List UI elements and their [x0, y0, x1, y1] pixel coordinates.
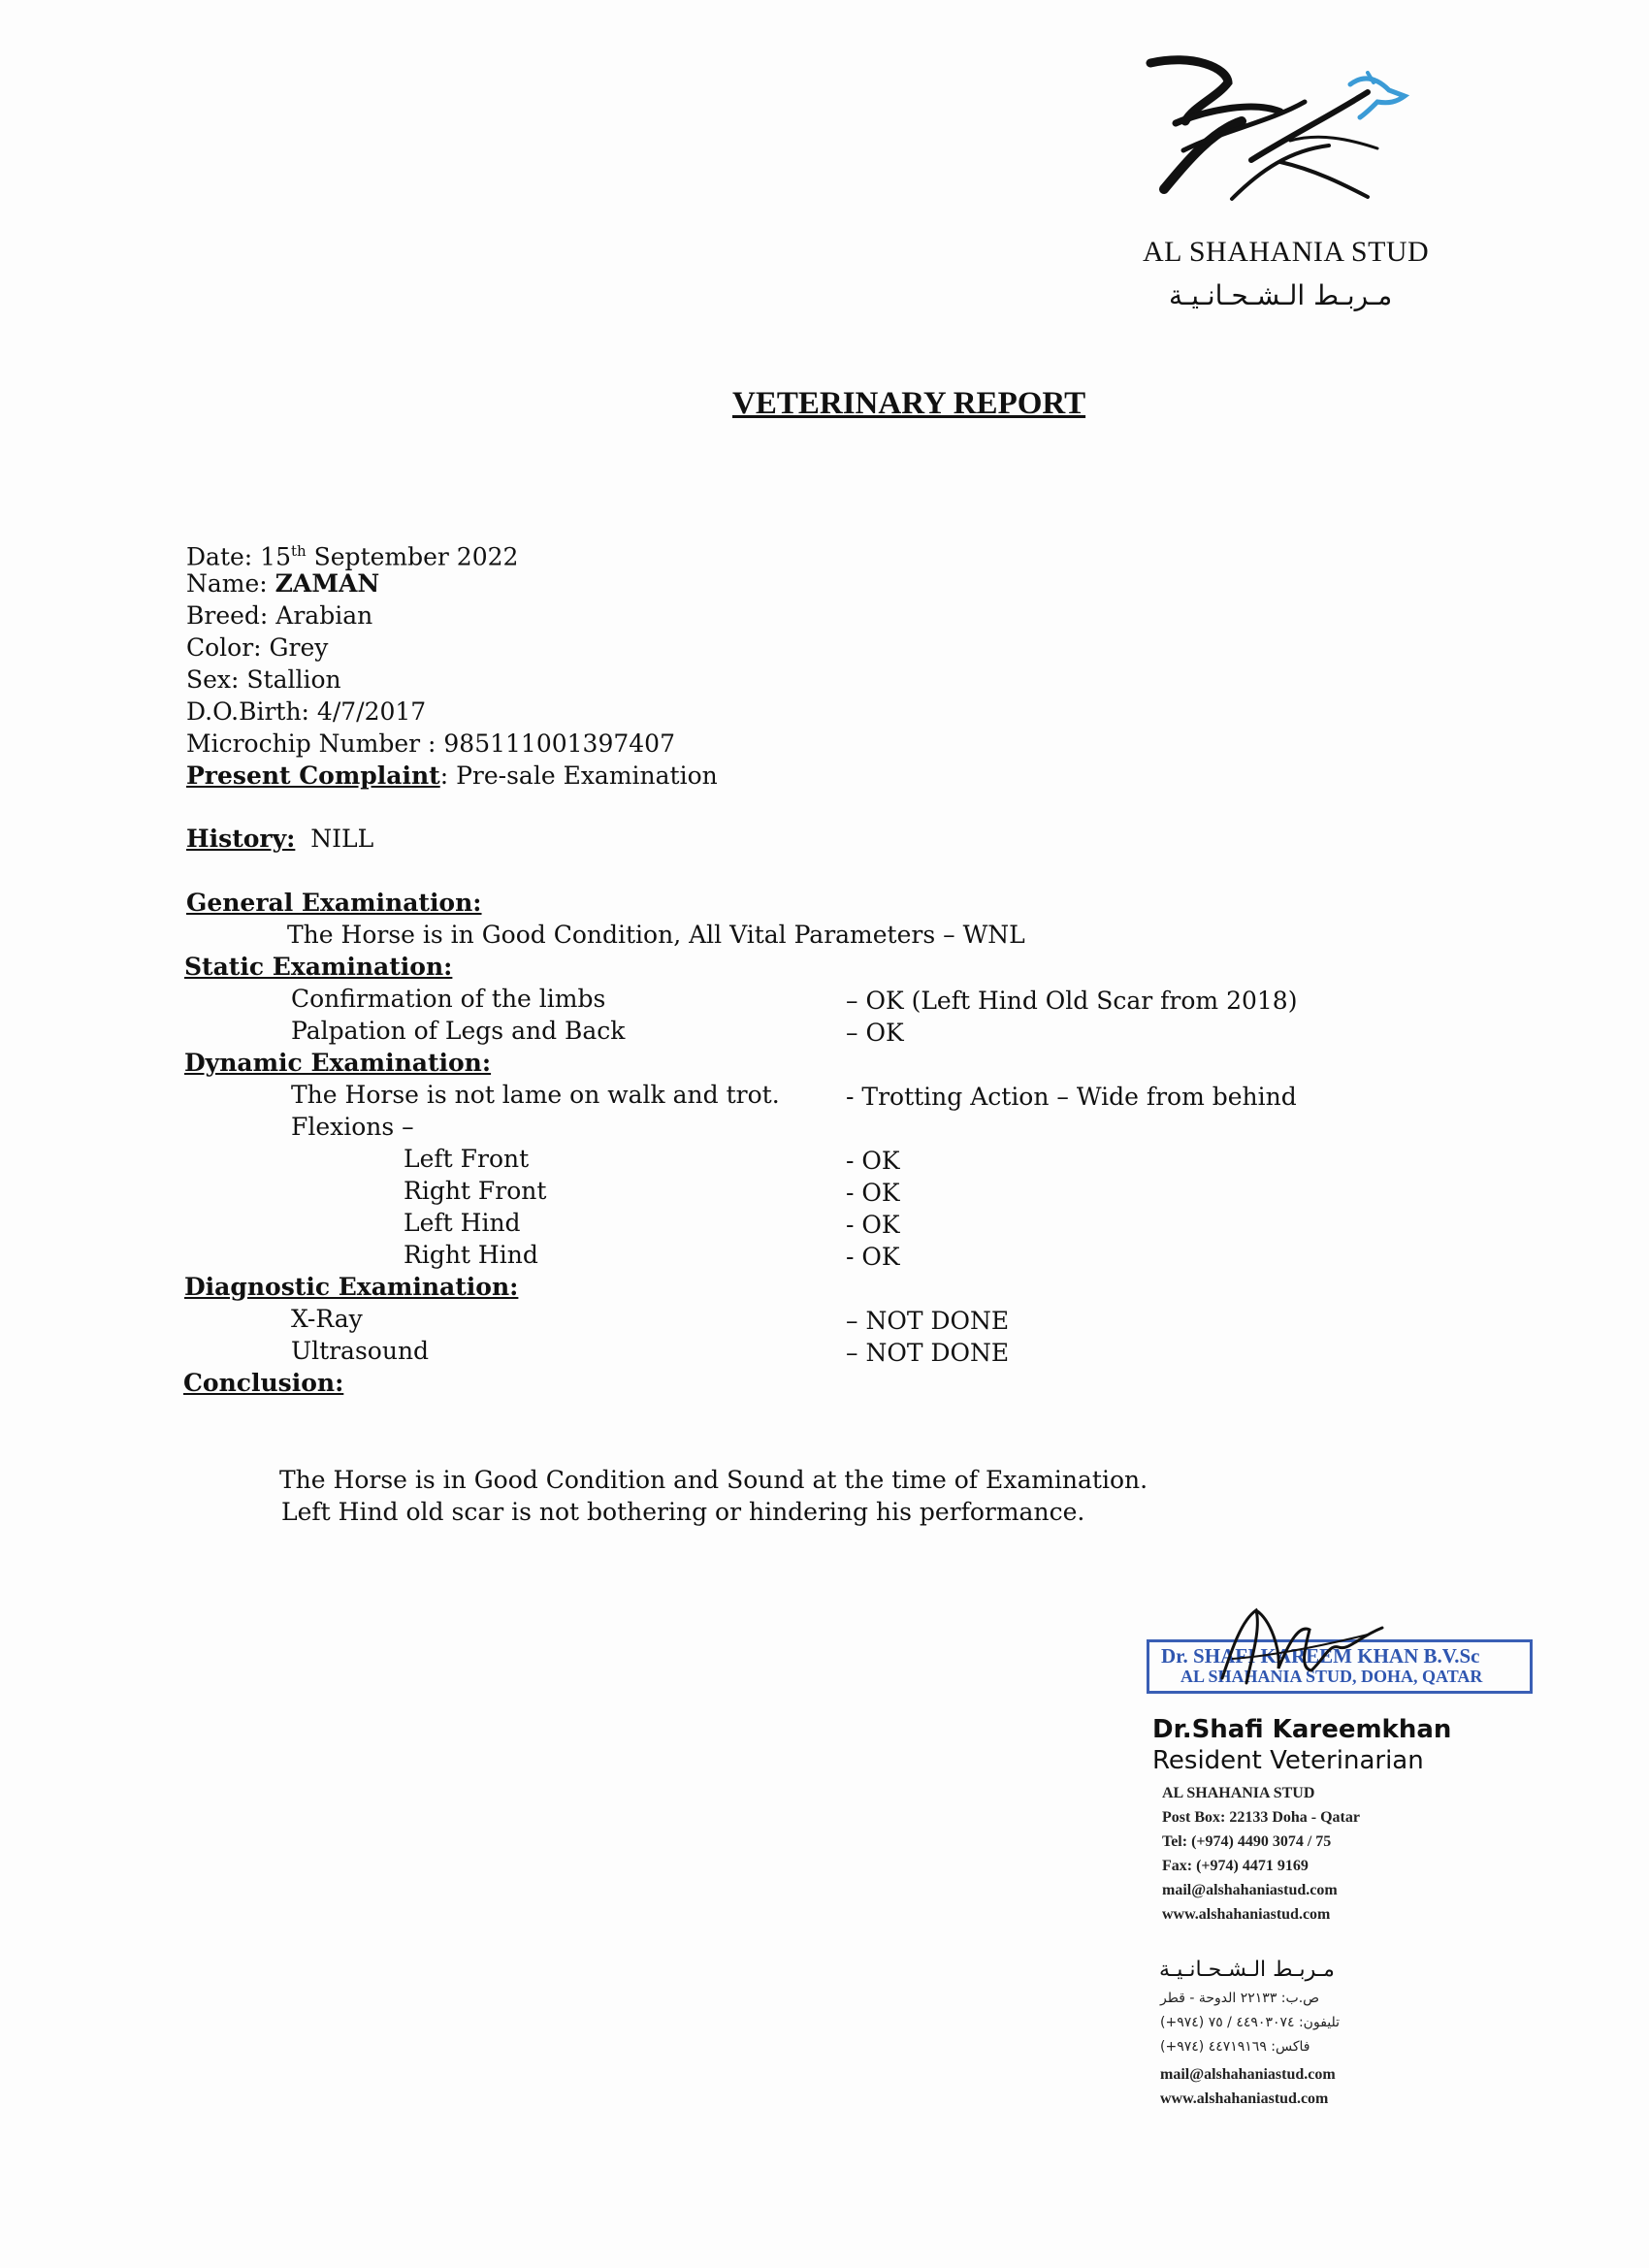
diagnostic-row-value: – NOT DONE [846, 1339, 1010, 1367]
microchip-line: Microchip Number : 985111001397407 [186, 729, 675, 758]
static-row-value: – OK (Left Hind Old Scar from 2018) [846, 987, 1298, 1015]
history-label: History: [186, 825, 296, 853]
conclusion-line-2: Left Hind old scar is not bothering or hindering his performance. [281, 1498, 1085, 1526]
flexion-label: Left Front [404, 1145, 530, 1173]
flexion-value: - OK [846, 1243, 900, 1271]
static-exam-heading: Static Examination: [184, 953, 453, 981]
general-exam-heading: General Examination: [186, 889, 482, 917]
diagnostic-row-label: X-Ray [291, 1305, 363, 1333]
lameness-text: The Horse is not lame on walk and trot. [291, 1081, 780, 1109]
contact-fax: Fax: (+974) 4471 9169 [1162, 1858, 1309, 1874]
flexion-label: Right Front [404, 1177, 547, 1205]
static-row-label: Palpation of Legs and Back [291, 1017, 626, 1045]
horse-logo [1135, 53, 1416, 209]
complaint-line: Present Complaint: Pre-sale Examination [186, 761, 718, 790]
contact-po-ar: ص.ب: ٢٢١٣٣ الدوحة - قطر [1160, 1991, 1320, 2006]
contact-web: www.alshahaniastud.com [1162, 1906, 1331, 1923]
contact-fax-ar: فاكس: ٤٤٧١٩١٦٩ (٩٧٤+) [1160, 2039, 1310, 2055]
date-line: Date: 15th September 2022 [186, 542, 519, 571]
contact-tel-ar: تليفون: ٤٤٩٠٣٠٧٤ / ٧٥ (٩٧٤+) [1160, 2015, 1341, 2030]
contact-tel: Tel: (+974) 4490 3074 / 75 [1162, 1833, 1332, 1850]
flexions-label: Flexions – [291, 1113, 414, 1141]
doctor-name: Dr.Shafi Kareemkhan [1152, 1715, 1452, 1744]
general-exam-text: The Horse is in Good Condition, All Vital Parameters – WNL [287, 921, 1025, 949]
flexion-value: - OK [846, 1147, 900, 1175]
contact-org: AL SHAHANIA STUD [1162, 1785, 1315, 1801]
dob-line: D.O.Birth: 4/7/2017 [186, 697, 427, 726]
conclusion-heading: Conclusion: [183, 1369, 344, 1397]
flexion-value: - OK [846, 1211, 900, 1239]
dynamic-exam-heading: Dynamic Examination: [184, 1049, 492, 1077]
sex-line: Sex: Stallion [186, 665, 341, 694]
diagnostic-exam-heading: Diagnostic Examination: [184, 1273, 519, 1301]
contact-mail: mail@alshahaniastud.com [1162, 1882, 1338, 1898]
report-title: VETERINARY REPORT [732, 386, 1086, 421]
complaint-label: Present Complaint [186, 761, 440, 790]
static-row-value: – OK [846, 1019, 904, 1047]
trotting-action-value: - Trotting Action – Wide from behind [846, 1083, 1297, 1111]
brand-name-ar: مـربـط الـشـحـانـيـة [1169, 279, 1393, 311]
diagnostic-row-value: – NOT DONE [846, 1307, 1010, 1335]
flexion-label: Left Hind [404, 1209, 521, 1237]
doctor-stamp: Dr. SHAFI KAREEM KHAN B.V.Sc AL SHAHANIA STUD, DOHA, QATAR [1147, 1639, 1533, 1694]
contact-mail-2: mail@alshahaniastud.com [1160, 2066, 1336, 2083]
contact-web-2: www.alshahaniastud.com [1160, 2090, 1329, 2107]
history-line: History: NILL [186, 825, 374, 853]
handwritten-signature [1203, 1591, 1387, 1698]
name-line: Name: ZAMAN [186, 569, 380, 598]
flexion-value: - OK [846, 1179, 900, 1207]
conclusion-line-1: The Horse is in Good Condition and Sound at the time of Examination. [279, 1466, 1148, 1494]
static-row-label: Confirmation of the limbs [291, 985, 606, 1013]
horse-name: ZAMAN [275, 569, 380, 598]
doctor-role: Resident Veterinarian [1152, 1746, 1424, 1775]
flexion-label: Right Hind [404, 1241, 538, 1269]
contact-org-ar: مـربـط الـشـحـانـيـة [1159, 1958, 1335, 1982]
contact-po-box: Post Box: 22133 Doha - Qatar [1162, 1809, 1360, 1826]
breed-line: Breed: Arabian [186, 601, 373, 630]
diagnostic-row-label: Ultrasound [291, 1337, 430, 1365]
color-line: Color: Grey [186, 633, 329, 662]
brand-name-en: AL SHAHANIA STUD [1143, 236, 1430, 268]
